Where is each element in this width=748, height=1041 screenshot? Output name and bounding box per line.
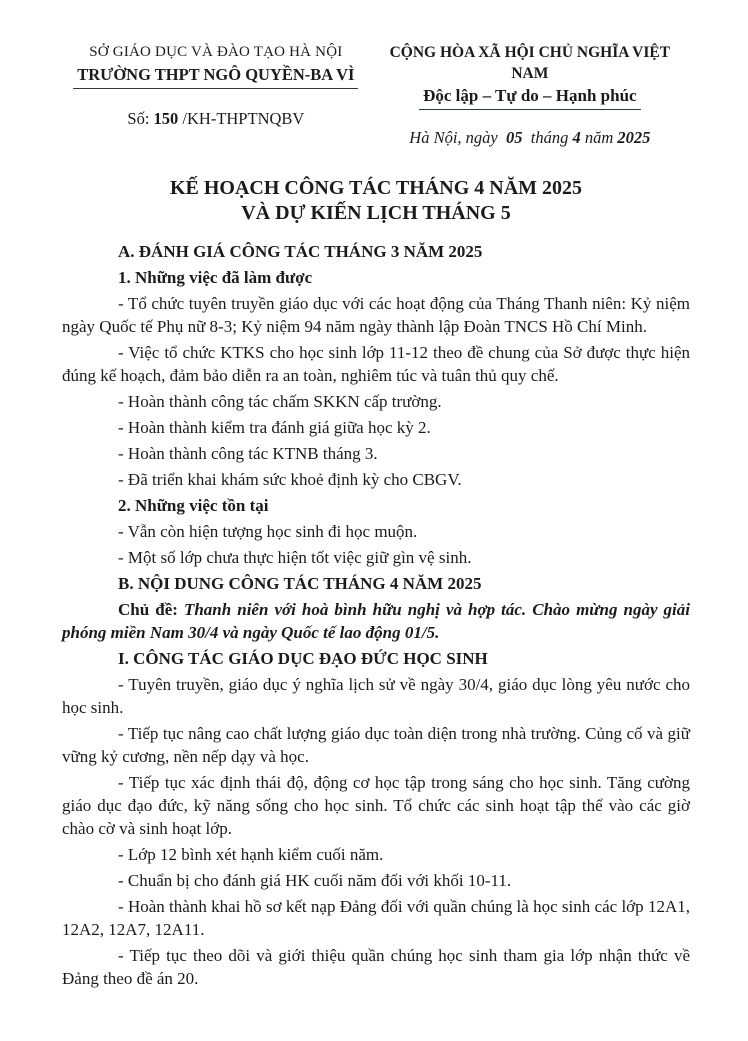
body-paragraph: - Hoàn thành khai hồ sơ kết nạp Đảng đối với quần chúng là học sinh các lớp 12A1, 12A2, 12A7, 12A11. [62, 897, 690, 939]
body-paragraph: - Đã triển khai khám sức khoẻ định kỳ cho CBGV. [118, 470, 462, 489]
section-heading: 2. Những việc tồn tại [118, 496, 269, 515]
section-heading: B. NỘI DUNG CÔNG TÁC THÁNG 4 NĂM 2025 [118, 574, 482, 593]
national-title: CỘNG HÒA XÃ HỘI CHỦ NGHĨA VIỆT NAM [389, 44, 671, 82]
document-number [62, 109, 370, 129]
body-paragraph: - Tiếp tục nâng cao chất lượng giáo dục toàn diện trong nhà trường. Củng cố và giữ vững kỷ cương, nền nếp dạy và học. [62, 724, 690, 766]
national-motto [370, 84, 690, 110]
department-name: SỞ GIÁO DỤC VÀ ĐÀO TẠO HÀ NỘI [89, 44, 343, 60]
body-paragraph: - Hoàn thành kiểm tra đánh giá giữa học kỳ 2. [118, 418, 431, 437]
body-paragraph: - Một số lớp chưa thực hiện tốt việc giữ gìn vệ sinh. [118, 548, 472, 567]
body-paragraph: - Chuẩn bị cho đánh giá HK cuối năm đối với khối 10-11. [118, 871, 512, 890]
theme-text: Thanh niên với hoà bình hữu nghị và hợp tác. Chào mừng ngày giải phóng miền Nam 30/4 và ngày Quốc tế lao động 01/5. [62, 600, 690, 642]
school-name [62, 63, 370, 89]
date-mid1: tháng [522, 128, 573, 147]
doc-number-prefix: Số: [127, 109, 154, 128]
section-heading: 1. Những việc đã làm được [118, 268, 313, 287]
date-month: 4 [572, 128, 581, 147]
doc-number-suffix: /KH-THPTNQBV [178, 109, 305, 128]
place-date-line [370, 128, 690, 148]
date-year: 2025 [617, 128, 651, 147]
document-title-line2: VÀ DỰ KIẾN LỊCH THÁNG 5 [241, 202, 511, 224]
date-mid2: năm [580, 128, 618, 147]
body-paragraph: - Hoàn thành công tác KTNB tháng 3. [118, 444, 378, 463]
school-name-text: TRƯỜNG THPT NGÔ QUYỀN-BA VÌ [73, 63, 358, 89]
document-title-line1: KẾ HOẠCH CÔNG TÁC THÁNG 4 NĂM 2025 [169, 177, 583, 199]
body-paragraph: - Tiếp tục xác định thái độ, động cơ học tập trong sáng cho học sinh. Tăng cường giáo dục đạo đức, kỹ năng sống cho học sinh. Tổ chức các sinh hoạt tập thể vào các giờ chào cờ và sinh hoạt lớp. [62, 773, 690, 838]
document-body [62, 240, 690, 990]
date-day: 05 [506, 128, 523, 147]
body-paragraph: - Lớp 12 bình xét hạnh kiểm cuối năm. [118, 845, 384, 864]
section-heading: I. CÔNG TÁC GIÁO DỤC ĐẠO ĐỨC HỌC SINH [118, 649, 488, 668]
document-title [62, 176, 690, 226]
body-paragraph: - Hoàn thành công tác chấm SKKN cấp trường. [118, 392, 442, 411]
body-paragraph: - Việc tổ chức KTKS cho học sinh lớp 11-12 theo đề chung của Sở được thực hiện đúng kế hoạch, đảm bảo diễn ra an toàn, nghiêm túc và tuân thủ quy chế. [62, 343, 690, 385]
body-paragraph: - Vẫn còn hiện tượng học sinh đi học muộn. [118, 522, 418, 541]
section-heading: A. ĐÁNH GIÁ CÔNG TÁC THÁNG 3 NĂM 2025 [118, 242, 483, 261]
issuing-authority-block [62, 42, 370, 129]
doc-number-value: 150 [153, 109, 179, 128]
body-paragraph: - Tiếp tục theo dõi và giới thiệu quần chúng học sinh tham gia lớp nhận thức về Đảng theo đề án 20. [62, 946, 690, 988]
date-prefix: Hà Nội, ngày [409, 128, 507, 147]
document-header [62, 42, 690, 148]
body-paragraph: - Tuyên truyền, giáo dục ý nghĩa lịch sử về ngày 30/4, giáo dục lòng yêu nước cho học sinh. [62, 675, 690, 717]
theme-label: Chủ đề: [118, 600, 184, 619]
theme-paragraph [62, 598, 690, 644]
national-motto-text: Độc lập – Tự do – Hạnh phúc [419, 84, 640, 110]
national-header-block [370, 42, 690, 148]
body-paragraph: - Tổ chức tuyên truyền giáo dục với các hoạt động của Tháng Thanh niên: Kỷ niệm ngày Quốc tế Phụ nữ 8-3; Kỷ niệm 94 năm ngày thành lập Đoàn TNCS Hồ Chí Minh. [62, 294, 690, 336]
